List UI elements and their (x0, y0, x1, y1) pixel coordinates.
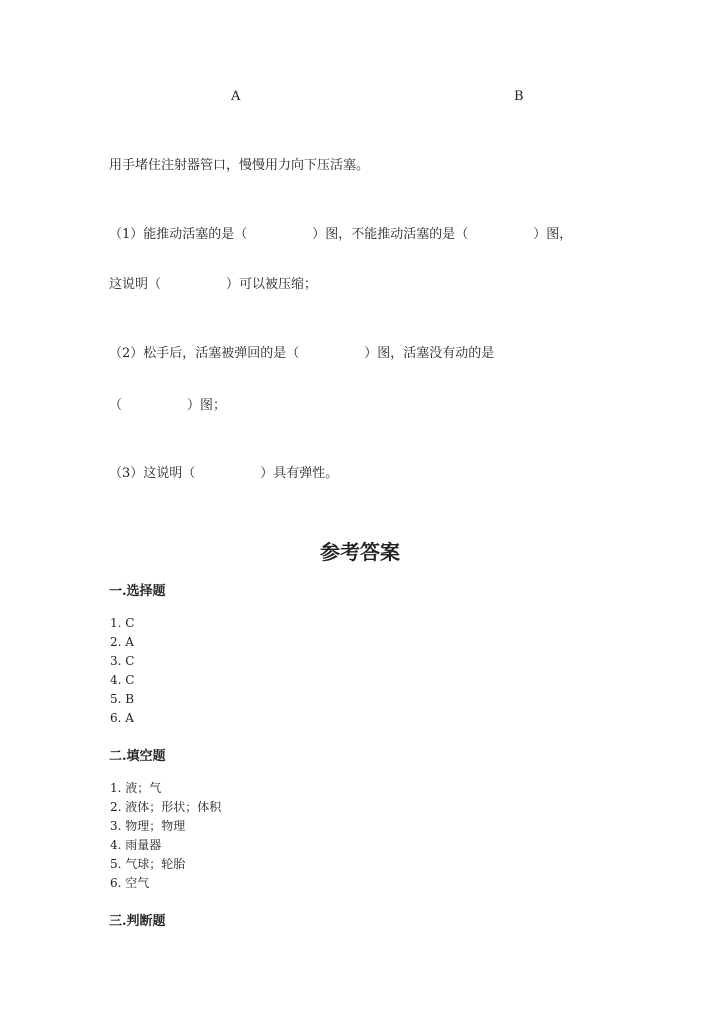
list-item: 6. A (110, 711, 134, 725)
list-item: 6. 空气 (110, 876, 150, 890)
list-item: 5. 气球；轮胎 (110, 857, 186, 871)
question-2-line-2: （ ）图； (109, 398, 227, 413)
question-2-line-1: （2）松手后，活塞被弹回的是（ ）图，活塞没有动的是 (109, 346, 495, 361)
section-1-answer-list (110, 614, 134, 728)
list-item: 4. 雨量器 (110, 838, 162, 852)
section-2-heading: 二.填空题 (109, 749, 166, 764)
list-item: 5. B (110, 692, 135, 706)
question-1-line-2: 这说明（ ）可以被压缩； (109, 277, 318, 292)
list-item: 2. 液体；形状；体积 (110, 800, 222, 814)
list-item: 1. 液；气 (110, 781, 162, 795)
list-item: 2. A (110, 635, 134, 649)
figure-label-a: A (231, 89, 241, 104)
answer-key-title: 参考答案 (320, 540, 400, 564)
section-3-heading: 三.判断题 (109, 914, 166, 929)
list-item: 3. 物理；物理 (110, 819, 186, 833)
question-3: （3）这说明（ ）具有弹性。 (109, 466, 339, 481)
figure-label-b: B (514, 89, 524, 104)
instruction-text: 用手堵住注射器管口，慢慢用力向下压活塞。 (109, 158, 370, 173)
section-2-answer-list (110, 779, 221, 893)
section-1-heading: 一.选择题 (109, 584, 166, 599)
list-item: 1. C (110, 616, 135, 630)
list-item: 4. C (110, 673, 135, 687)
question-1-line-1: （1）能推动活塞的是（ ）图，不能推动活塞的是（ ）图， (109, 227, 573, 242)
list-item: 3. C (110, 654, 135, 668)
